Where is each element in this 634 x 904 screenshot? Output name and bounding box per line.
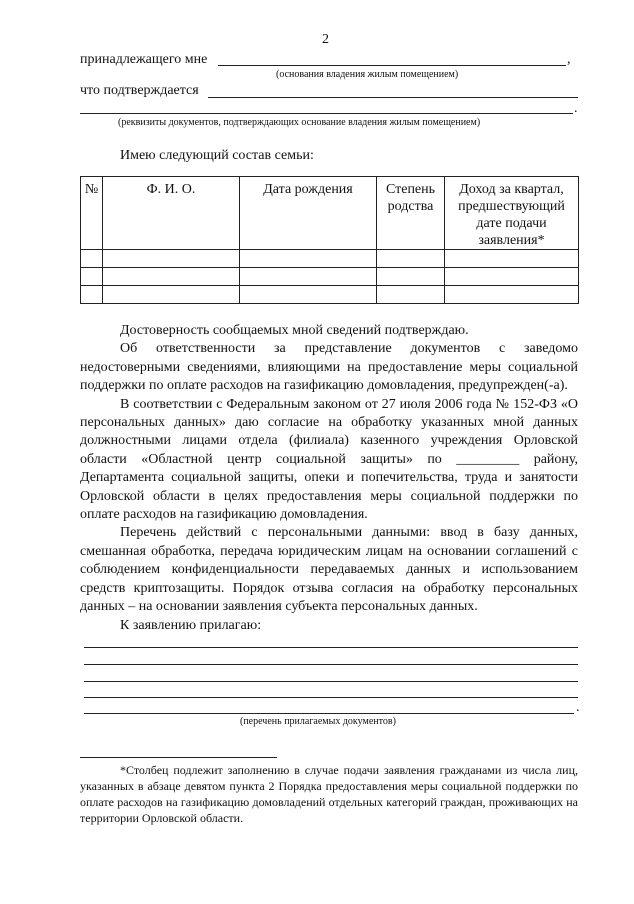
ownership-field[interactable] — [218, 65, 566, 66]
table-cell[interactable] — [81, 268, 103, 286]
confirmation-field[interactable] — [208, 97, 578, 98]
col-relation: Степень родства — [377, 177, 445, 250]
family-table-header — [81, 177, 579, 250]
col-birth-date: Дата рождения — [240, 177, 377, 250]
family-heading: Имею следующий состав семьи: — [120, 148, 314, 163]
table-cell[interactable] — [103, 268, 240, 286]
attachment-line-3[interactable] — [84, 681, 578, 682]
paragraph-consent: В соответствии с Федеральным законом от 27 июля 2006 года № 152-ФЗ «О персональных данных» даю согласие на обработку указанных мной данных должностными лицами отдела (филиала) казенного учреждения Орловской области «Областной центр социальной защиты» по _________ району, Департамента социальной защиты, опеки и попечительства, труда и занятости Орловской области в целях предоставления меры социальной поддержки по оплате расходов на газификацию домовладения. — [80, 396, 578, 523]
attachments-caption: (перечень прилагаемых документов) — [240, 716, 396, 727]
attachment-line-5[interactable] — [84, 713, 574, 714]
col-fio: Ф. И. О. — [103, 177, 240, 250]
confirmation-label: что подтверждается — [80, 83, 199, 98]
paragraph-confirmation: Достоверность сообщаемых мной сведений подтверждаю. — [120, 323, 469, 338]
family-table — [80, 176, 579, 304]
ownership-caption: (основания владения жилым помещением) — [276, 69, 459, 80]
col-income: Доход за квартал, предшествующий дате подачи заявления* — [445, 177, 579, 250]
attachment-line-1[interactable] — [84, 647, 578, 648]
confirmation-end-mark: . — [574, 101, 578, 116]
table-cell[interactable] — [377, 286, 445, 304]
table-cell[interactable] — [103, 250, 240, 268]
table-cell[interactable] — [240, 268, 377, 286]
table-cell[interactable] — [240, 286, 377, 304]
paragraph-responsibility: Об ответственности за представление документов с заведомо недостоверными сведениями, влияющими на предоставление меры социальной поддержки по оплате расходов на газификацию домовладения, предупрежден(-а). — [80, 341, 578, 394]
ownership-end-mark: , — [567, 52, 571, 67]
table-row — [81, 286, 579, 304]
footnote — [80, 762, 578, 826]
table-cell[interactable] — [445, 250, 579, 268]
attachments-end-mark: . — [576, 700, 580, 715]
table-cell[interactable] — [377, 268, 445, 286]
table-cell[interactable] — [81, 286, 103, 304]
col-number: № — [81, 177, 103, 250]
paragraph-actions: Перечень действий с персональными данными: ввод в базу данных, смешанная обработка, передача юридическим лицам на основании соглашений с соблюдением конфиденциальности передаваемых данных и использованием средств криптозащиты. Порядок отзыва согласия на обработку персональных данных – на основании заявления субъекта персональных данных. — [80, 525, 578, 615]
table-cell[interactable] — [377, 250, 445, 268]
table-cell[interactable] — [445, 286, 579, 304]
table-cell[interactable] — [240, 250, 377, 268]
table-cell[interactable] — [445, 268, 579, 286]
table-row — [81, 268, 579, 286]
paragraph-attachments-heading: К заявлению прилагаю: — [120, 617, 262, 633]
body-text — [80, 322, 578, 635]
table-row — [81, 250, 579, 268]
footnote-separator — [80, 757, 277, 758]
ownership-label: принадлежащего мне — [80, 52, 208, 67]
page-number: 2 — [322, 32, 329, 47]
attachment-line-2[interactable] — [84, 664, 578, 665]
table-cell[interactable] — [81, 250, 103, 268]
confirmation-field-2[interactable] — [80, 113, 573, 114]
attachment-line-4[interactable] — [84, 697, 578, 698]
confirmation-caption: (реквизиты документов, подтверждающих основание владения жилым помещением) — [118, 117, 481, 128]
footnote-text: *Столбец подлежит заполнению в случае подачи заявления гражданами из числа лиц, указанных в абзаце девятом пункта 2 Порядка предоставления меры социальной поддержки по оплате расходов на газификацию домовладений отдельных категорий граждан, проживающих на территории Орловской области. — [80, 763, 578, 825]
table-cell[interactable] — [103, 286, 240, 304]
